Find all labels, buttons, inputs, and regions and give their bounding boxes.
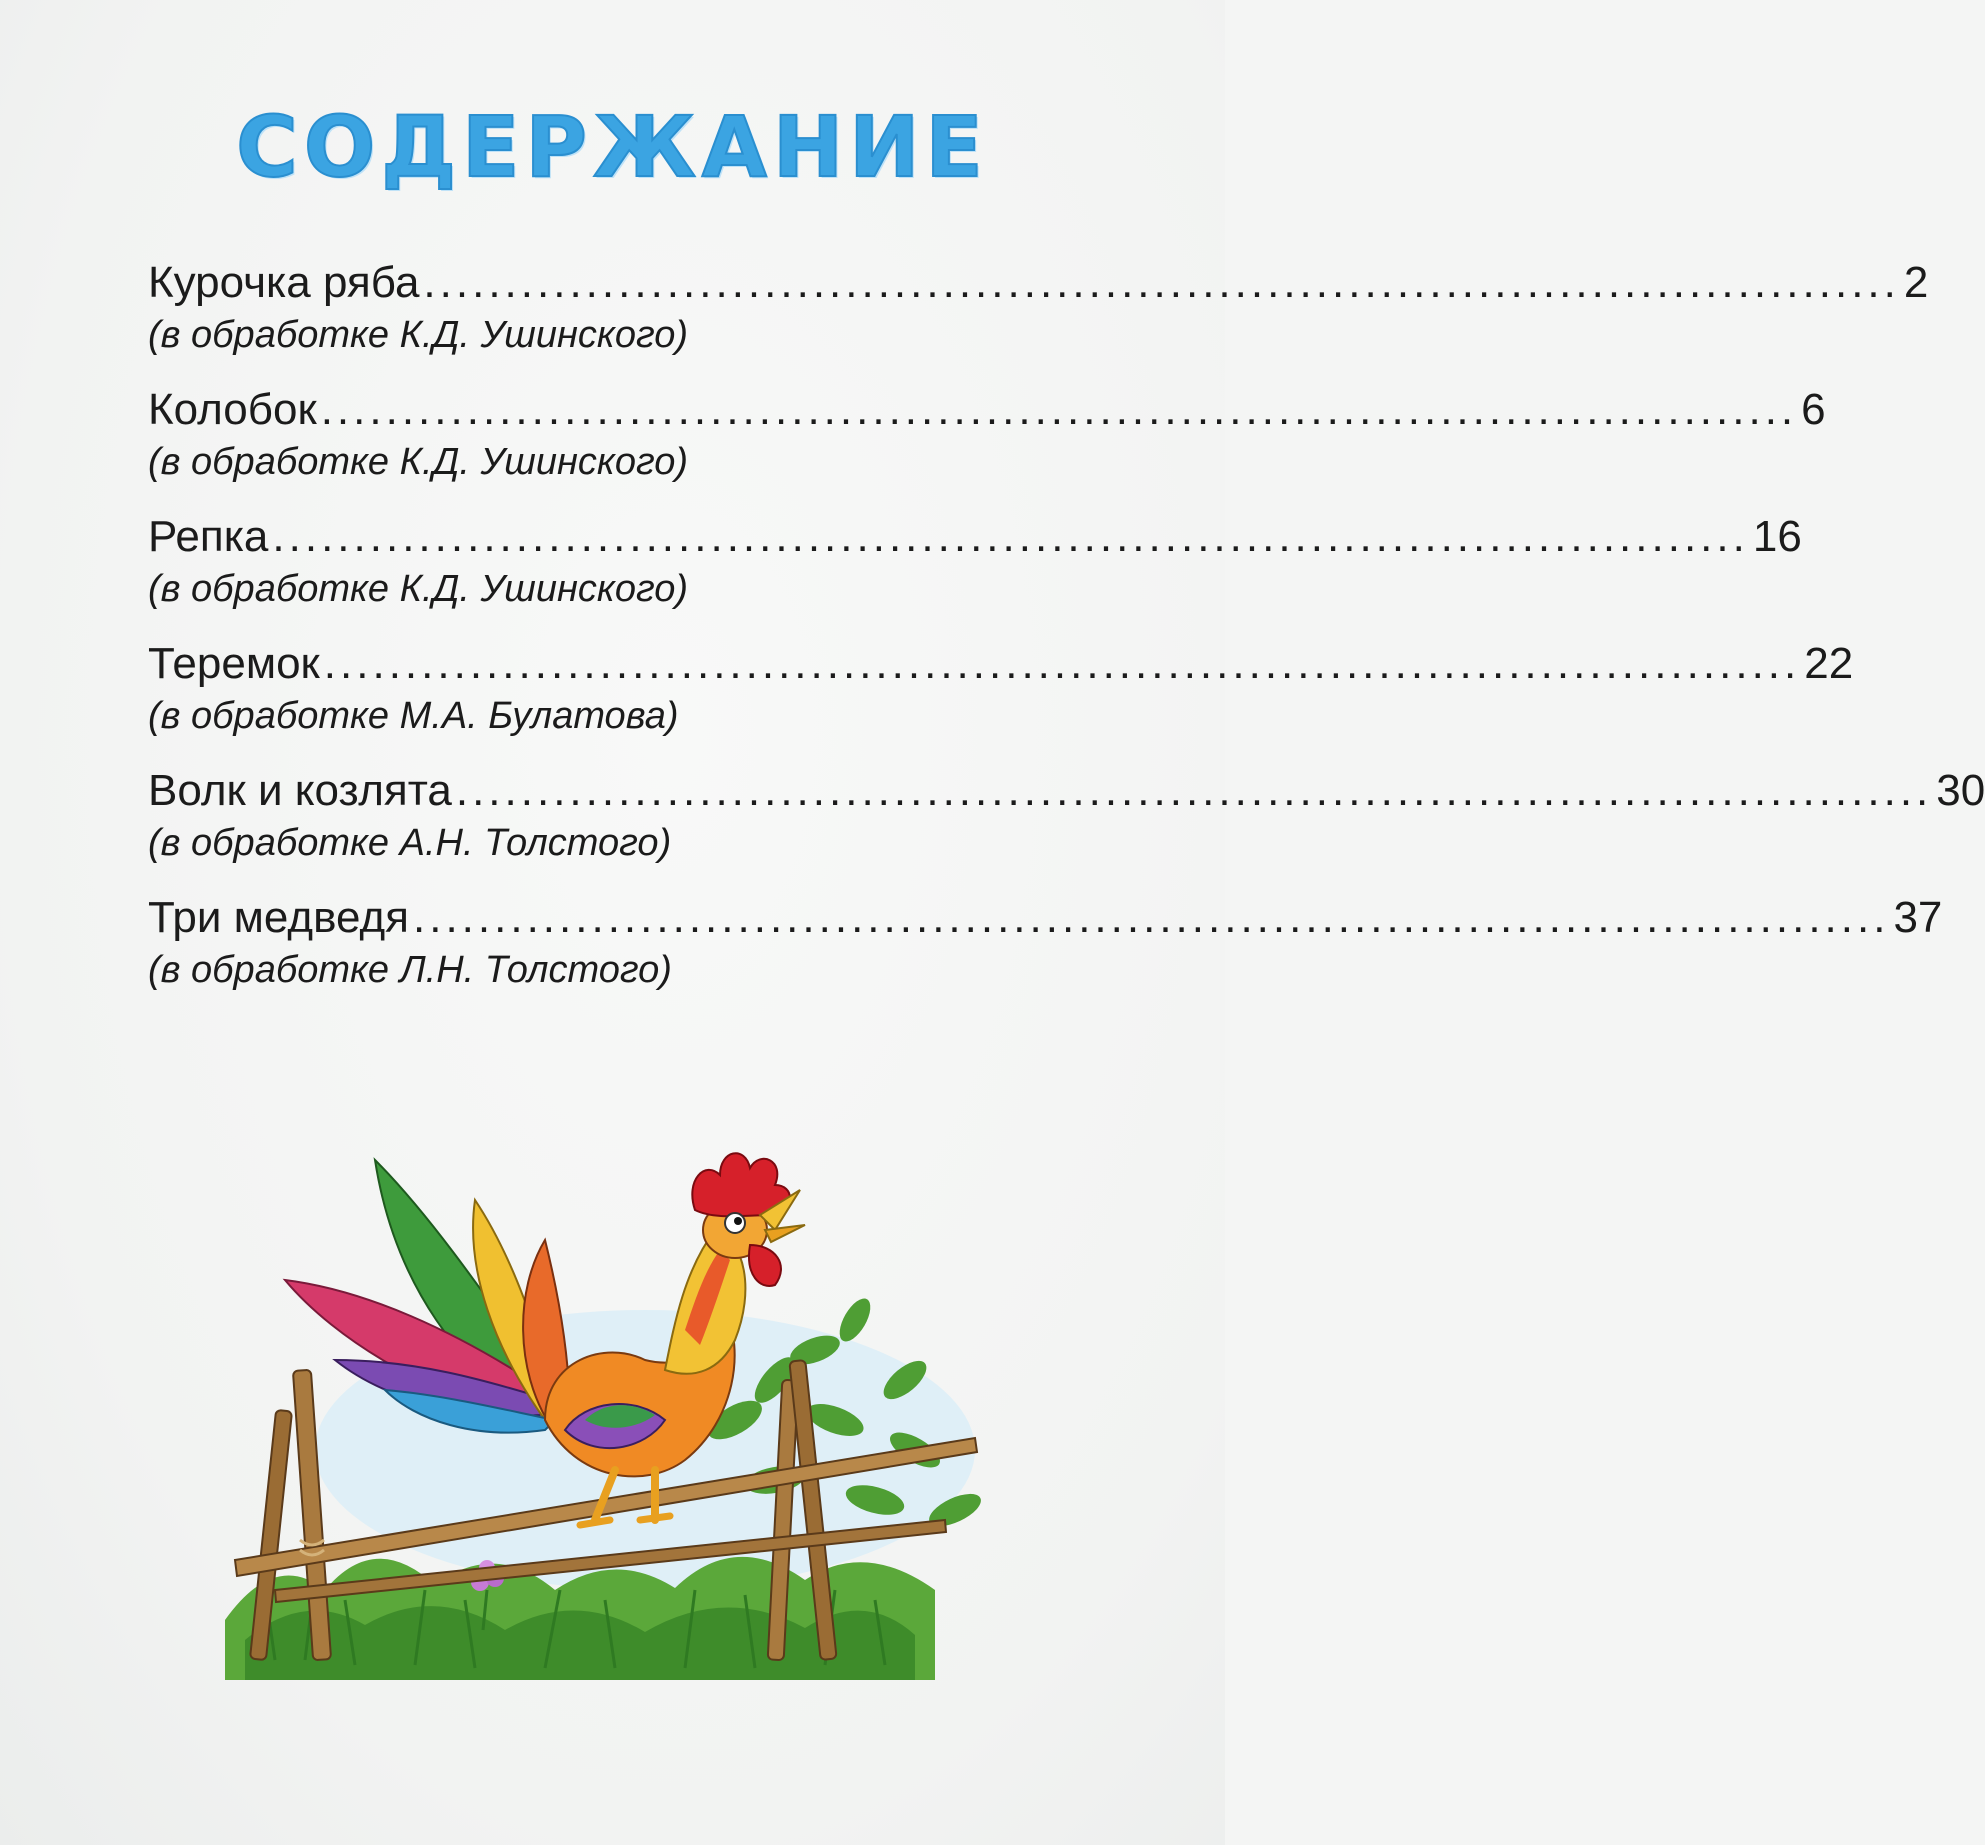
toc-entry-page-number: 2 xyxy=(1903,258,1929,307)
toc-entry-title: Волк и козлята xyxy=(148,766,452,815)
toc-entry-line xyxy=(148,258,1929,312)
leader-dots: ........................................................................................... xyxy=(320,385,1798,434)
rooster-on-fence-illustration xyxy=(215,1120,1015,1680)
toc-entry-page-number: 37 xyxy=(1893,893,1943,942)
toc-entry-subtitle: (в обработке К.Д. Ушинского) xyxy=(148,441,689,483)
toc-entry[interactable] xyxy=(148,385,1826,512)
toc-entry[interactable] xyxy=(148,766,1985,893)
toc-entry-line xyxy=(148,385,1826,439)
toc-entry-title: Репка xyxy=(148,512,269,561)
table-of-contents xyxy=(148,258,1985,1020)
toc-entry-line xyxy=(148,512,1802,566)
toc-entry-line xyxy=(148,639,1854,693)
toc-entry-title: Три медведя xyxy=(148,893,409,942)
toc-entry-title: Курочка ряба xyxy=(148,258,420,307)
leader-dots: ........................................................................................... xyxy=(455,766,1933,815)
toc-entry-line xyxy=(148,893,1943,947)
toc-entry-title: Теремок xyxy=(148,639,320,688)
toc-entry[interactable] xyxy=(148,512,1802,639)
leader-dots: ........................................................................................... xyxy=(413,893,1890,942)
leader-dots: ........................................................................................... xyxy=(272,512,1749,561)
toc-entry[interactable] xyxy=(148,893,1943,1020)
toc-entry-page-number: 30 xyxy=(1936,766,1985,815)
toc-entry[interactable] xyxy=(148,258,1929,385)
toc-entry-title: Колобок xyxy=(148,385,317,434)
toc-entry-subtitle: (в обработке А.Н. Толстого) xyxy=(148,822,672,864)
toc-entry-page-number: 22 xyxy=(1804,639,1854,688)
leader-dots: ........................................................................................... xyxy=(323,639,1801,688)
toc-entry-subtitle: (в обработке К.Д. Ушинского) xyxy=(148,568,689,610)
page-title: СОДЕРЖАНИЕ xyxy=(236,98,989,196)
toc-entry-line xyxy=(148,766,1985,820)
leader-dots: ........................................................................................... xyxy=(423,258,1900,307)
toc-entry-page-number: 6 xyxy=(1801,385,1826,434)
toc-entry-subtitle: (в обработке К.Д. Ушинского) xyxy=(148,314,689,356)
toc-entry[interactable] xyxy=(148,639,1854,766)
toc-entry-subtitle: (в обработке М.А. Булатова) xyxy=(148,695,679,737)
toc-entry-subtitle: (в обработке Л.Н. Толстого) xyxy=(148,949,672,991)
toc-entry-page-number: 16 xyxy=(1752,512,1802,561)
